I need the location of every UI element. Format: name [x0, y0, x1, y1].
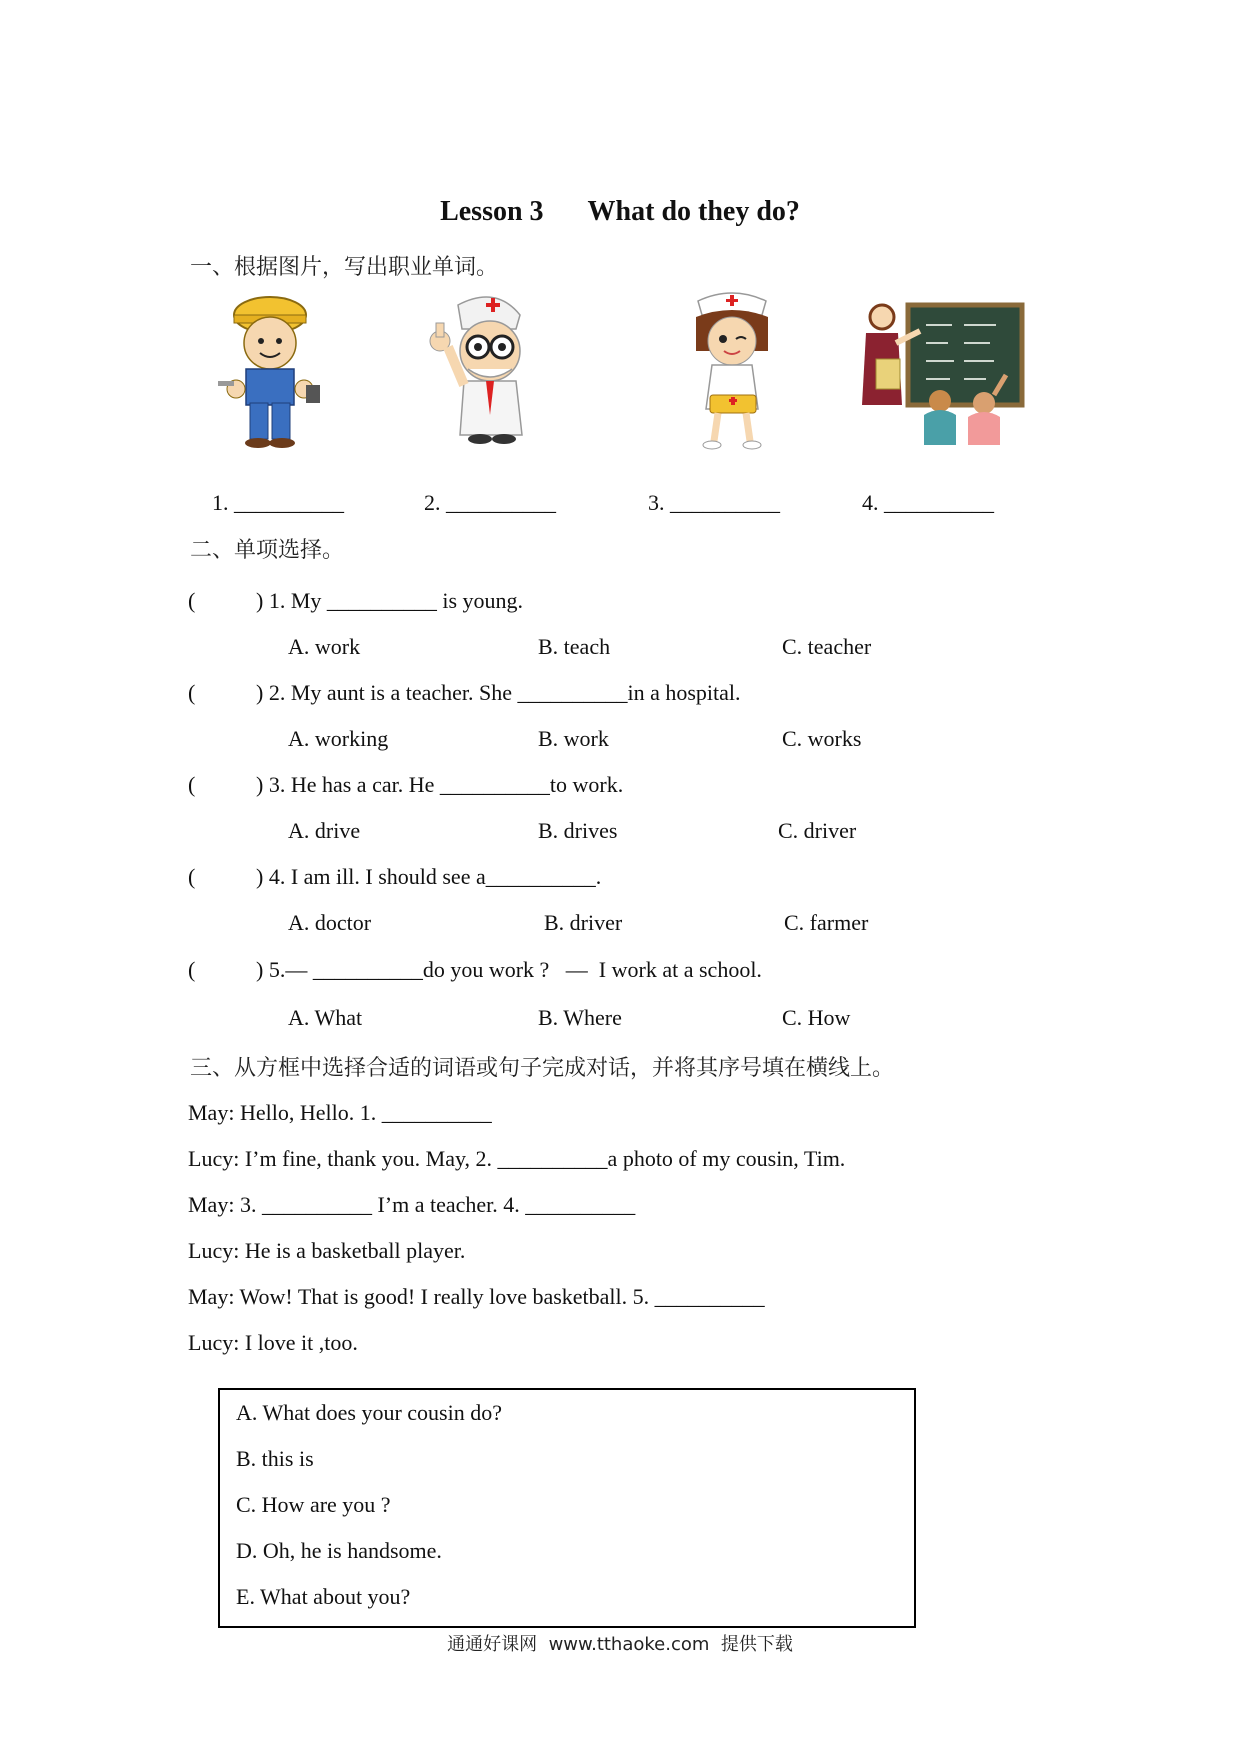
q5-option-b[interactable]: B. Where [538, 1005, 622, 1030]
q4-stem: ) 4. I am ill. I should see a__________. [256, 864, 602, 889]
nurse-picture [650, 285, 820, 455]
q5-option-a[interactable]: A. What [288, 1005, 363, 1030]
q4-option-b[interactable]: B. driver [544, 910, 623, 935]
section3-heading: 三、从方框中选择合适的词语或句子完成对话，并将其序号填在横线上。 [190, 1056, 895, 1081]
q3-paren: ( [188, 772, 196, 797]
section1-heading: 一、根据图片，写出职业单词。 [190, 255, 499, 280]
q3-option-b[interactable]: B. drives [538, 818, 618, 843]
footer-watermark: 通通好课网 www.tthaoke.com 提供下载 [447, 1634, 793, 1655]
options-box [218, 1388, 916, 1628]
page-title [0, 196, 1240, 228]
q1-stem: ) 1. My __________ is young. [256, 588, 524, 613]
q4-option-c[interactable]: C. farmer [784, 910, 869, 935]
q2-option-a[interactable]: A. working [288, 726, 389, 751]
q4-option-a[interactable]: A. doctor [288, 910, 372, 935]
blank-4[interactable]: 4. __________ [862, 490, 994, 515]
q1-option-a[interactable]: A. work [288, 634, 361, 659]
q1-paren: ( [188, 588, 196, 613]
dialogue-line-5: May: Wow! That is good! I really love basketball. 5. __________ [188, 1284, 765, 1309]
q4-paren: ( [188, 864, 196, 889]
worker-picture [198, 285, 368, 455]
dialogue-line-1: May: Hello, Hello. 1. __________ [188, 1100, 492, 1125]
q2-option-b[interactable]: B. work [538, 726, 609, 751]
q5-option-c[interactable]: C. How [782, 1005, 851, 1030]
dialogue-line-6: Lucy: I love it ,too. [188, 1330, 358, 1355]
q3-option-a[interactable]: A. drive [288, 818, 361, 843]
q2-paren: ( [188, 680, 196, 705]
box-option-c: C. How are you ? [236, 1492, 391, 1517]
section2-heading: 二、单项选择。 [190, 538, 345, 563]
q5-paren: ( [188, 957, 196, 982]
q3-stem: ) 3. He has a car. He __________to work. [256, 772, 624, 797]
box-option-d: D. Oh, he is handsome. [236, 1538, 442, 1563]
lesson-topic: What do they do? [587, 196, 800, 227]
doctor-picture [398, 285, 568, 455]
box-option-b: B. this is [236, 1446, 314, 1471]
box-option-a: A. What does your cousin do? [236, 1400, 502, 1425]
dialogue-line-2: Lucy: I’m fine, thank you. May, 2. __________a photo of my cousin, Tim. [188, 1146, 846, 1171]
lesson-label: Lesson 3 [440, 196, 544, 227]
q2-option-c[interactable]: C. works [782, 726, 862, 751]
q3-option-c[interactable]: C. driver [778, 818, 857, 843]
blank-2[interactable]: 2. __________ [424, 490, 556, 515]
q2-stem: ) 2. My aunt is a teacher. She __________in a hospital. [256, 680, 741, 705]
teacher-picture [856, 285, 1026, 455]
q1-option-c[interactable]: C. teacher [782, 634, 872, 659]
box-option-e: E. What about you? [236, 1584, 411, 1609]
q5-stem: ) 5.— __________do you work ? — I work at a school. [256, 957, 762, 982]
dialogue-line-4: Lucy: He is a basketball player. [188, 1238, 466, 1263]
blank-1[interactable]: 1. __________ [212, 490, 344, 515]
dialogue-line-3: May: 3. __________ I’m a teacher. 4. __________ [188, 1192, 636, 1217]
blank-3[interactable]: 3. __________ [648, 490, 780, 515]
q1-option-b[interactable]: B. teach [538, 634, 611, 659]
